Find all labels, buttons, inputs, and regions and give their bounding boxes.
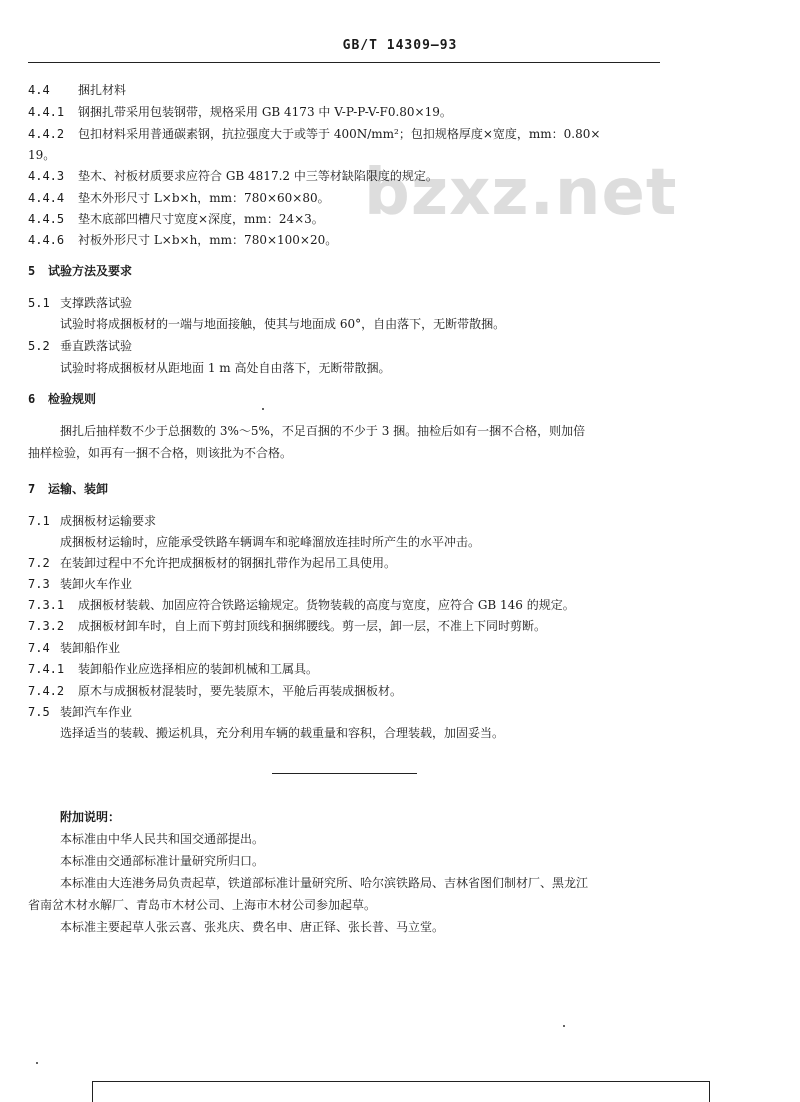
- clause-4-4-5: [28, 211, 324, 227]
- section-title: 捆扎材料: [78, 83, 127, 97]
- clause-7-4: [28, 640, 120, 656]
- clause-title: 装卸船作业: [60, 641, 121, 655]
- section-5-heading: [28, 263, 132, 279]
- appendix-line-1: 本标准由中华人民共和国交通部提出。: [60, 832, 265, 846]
- clause-7-5-body: 选择适当的装载、搬运机具，充分利用车辆的载重量和容积，合理装载，加固妥当。: [60, 726, 505, 740]
- clause-number: 5.2: [28, 339, 50, 353]
- clause-7-2: [28, 555, 396, 571]
- appendix-title: 附加说明：: [60, 810, 121, 824]
- clause-number: 7.4.2: [28, 684, 65, 698]
- clause-text: 成捆板材卸车时，自上而下剪封顶线和捆绑腰线。剪一层，卸一层，不准上下同时剪断。: [78, 619, 547, 633]
- clause-7-1-body: 成捆板材运输时，应能承受铁路车辆调车和驼峰溜放连挂时所产生的水平冲击。: [60, 535, 481, 549]
- scan-speck: [36, 1062, 38, 1064]
- clause-text: 成捆板材装载、加固应符合铁路运输规定。货物装载的高度与宽度，应符合 GB 146 的规定。: [78, 598, 575, 612]
- clause-5-1-body: 试验时将成捆板材的一端与地面接触，使其与地面成 60°，自由落下，无断带散捆。: [60, 317, 506, 331]
- clause-number: 4.4.5: [28, 212, 65, 226]
- clause-title: 支撑跌落试验: [60, 296, 133, 310]
- section-title: 检验规则: [48, 392, 97, 406]
- clause-number: 7.3.2: [28, 619, 65, 633]
- clause-title: 成捆板材运输要求: [60, 514, 157, 528]
- footer-frame: [92, 1081, 710, 1102]
- clause-5-2-body: 试验时将成捆板材从距地面 1 m 高处自由落下，无断带散捆。: [60, 361, 391, 375]
- clause-number: 4.4.2: [28, 127, 65, 141]
- clause-text: 原木与成捆板材混装时，要先装原木，平舱后再装成捆板材。: [78, 684, 403, 698]
- clause-number: 4.4.3: [28, 169, 65, 183]
- clause-7-1: [28, 513, 156, 529]
- clause-4-4-2-continued: 19。: [28, 148, 56, 162]
- clause-4-4-6: [28, 232, 337, 248]
- clause-number: 7.3: [28, 577, 50, 591]
- section-number: 7: [28, 482, 36, 496]
- clause-number: 7.2: [28, 556, 50, 570]
- clause-4-4-2: [28, 126, 600, 142]
- section-6-body-line1: 捆扎后抽样数不少于总捆数的 3%～5%，不足百捆的不少于 3 捆。抽检后如有一捆不合格，则加倍: [60, 424, 586, 438]
- clause-text: 垫木底部凹槽尺寸宽度×深度，mm：24×3。: [78, 212, 324, 226]
- clause-title: 装卸汽车作业: [60, 705, 133, 719]
- section-number: 4.4: [28, 83, 50, 97]
- clause-7-3: [28, 576, 132, 592]
- clause-7-5: [28, 704, 132, 720]
- end-of-text-rule: [272, 773, 417, 774]
- clause-text: 衬板外形尺寸 L×b×h，mm：780×100×20。: [78, 233, 338, 247]
- section-4-4: [28, 82, 126, 98]
- clause-number: 4.4.6: [28, 233, 65, 247]
- clause-7-4-1: [28, 661, 318, 677]
- section-6-heading: [28, 391, 96, 407]
- section-number: 6: [28, 392, 36, 406]
- clause-number: 4.4.1: [28, 105, 65, 119]
- appendix-line-3: 本标准由大连港务局负责起草，铁道部标准计量研究所、哈尔滨铁路局、吉林省图们制材厂、黑龙江: [60, 876, 589, 890]
- clause-title: 装卸火车作业: [60, 577, 133, 591]
- clause-number: 4.4.4: [28, 191, 65, 205]
- clause-4-4-1: [28, 104, 452, 120]
- clause-text: 垫木外形尺寸 L×b×h，mm：780×60×80。: [78, 191, 330, 205]
- scan-speck: [563, 1025, 565, 1027]
- clause-number: 7.3.1: [28, 598, 65, 612]
- section-title: 试验方法及要求: [48, 264, 133, 278]
- appendix-line-3-continued: 省南岔木材水解厂、青岛市木材公司、上海市木材公司参加起草。: [28, 898, 377, 912]
- clause-7-3-1: [28, 597, 575, 613]
- watermark: bzxz.net: [364, 156, 678, 230]
- clause-5-1: [28, 295, 132, 311]
- clause-number: 5.1: [28, 296, 50, 310]
- section-6-body-line2: 抽样检验，如再有一捆不合格，则该批为不合格。: [28, 446, 293, 460]
- clause-7-3-2: [28, 618, 546, 634]
- clause-title: 垂直跌落试验: [60, 339, 133, 353]
- clause-4-4-4: [28, 190, 330, 206]
- standard-number-header: GB/T 14309—93: [342, 38, 458, 53]
- clause-text: 装卸船作业应选择相应的装卸机械和工属具。: [78, 662, 319, 676]
- clause-text: 在装卸过程中不允许把成捆板材的钢捆扎带作为起吊工具使用。: [60, 556, 397, 570]
- section-number: 5: [28, 264, 36, 278]
- clause-number: 7.4.1: [28, 662, 65, 676]
- scan-speck: [262, 408, 264, 410]
- clause-number: 7.4: [28, 641, 50, 655]
- appendix-line-2: 本标准由交通部标准计量研究所归口。: [60, 854, 265, 868]
- clause-4-4-3: [28, 168, 438, 184]
- section-title: 运输、装卸: [48, 482, 109, 496]
- clause-number: 7.5: [28, 705, 50, 719]
- clause-number: 7.1: [28, 514, 50, 528]
- clause-text: 包扣材料采用普通碳素钢，抗拉强度大于或等于 400N/mm²；包扣规格厚度×宽度，mm：0.80×: [78, 127, 601, 141]
- clause-5-2: [28, 338, 132, 354]
- clause-text: 钢捆扎带采用包装钢带，规格采用 GB 4173 中 V-P-P-V-F0.80×19。: [78, 105, 452, 119]
- header-rule: [28, 62, 660, 63]
- section-7-heading: [28, 481, 108, 497]
- clause-text: 垫木、衬板材质要求应符合 GB 4817.2 中三等材缺陷限度的规定。: [78, 169, 438, 183]
- appendix-line-4: 本标准主要起草人张云喜、张兆庆、费名申、唐正铎、张长普、马立堂。: [60, 920, 445, 934]
- clause-7-4-2: [28, 683, 402, 699]
